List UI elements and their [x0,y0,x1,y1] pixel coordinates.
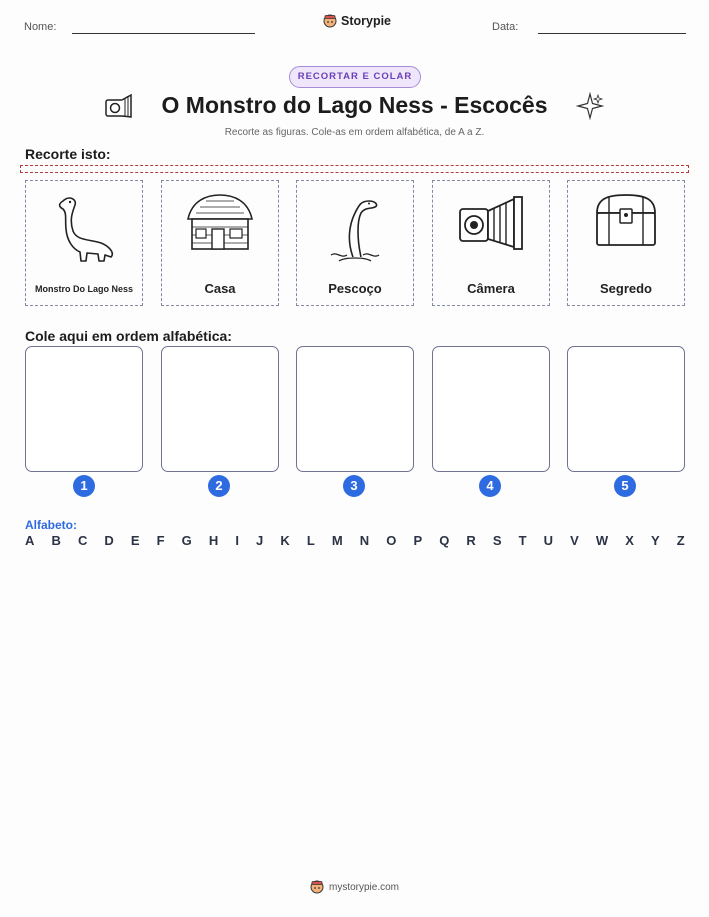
slot-number: 3 [343,475,365,497]
alphabet-label: Alfabeto: [25,518,77,532]
alphabet-letter: C [77,533,88,548]
cut-card-segredo[interactable] [567,180,685,306]
paste-slot-4[interactable] [432,346,550,472]
alphabet-letter: K [280,533,290,548]
alphabet-letter: D [104,533,114,548]
alphabet-letter: Y [650,533,660,548]
storypie-mascot-icon [323,14,337,28]
card-label: Câmera [467,281,515,296]
sparkle-icon [576,92,604,120]
activity-tag: RECORTAR E COLAR [289,66,421,88]
instructions: Recorte as figuras. Cole-as em ordem alfabética, de A a Z. [224,127,485,138]
alphabet-letter: P [413,533,423,548]
sea-serpent-icon [325,191,385,263]
date-line[interactable] [538,33,686,34]
alphabet-letter: F [156,533,165,548]
paste-slot-3[interactable] [296,346,414,472]
cut-line [20,165,689,173]
cut-card-pescoco[interactable] [296,180,414,306]
cut-heading: Recorte isto: [25,146,111,162]
card-label: Segredo [599,281,652,296]
alphabet-letter: G [181,533,192,548]
alphabet-letter: E [130,533,140,548]
name-line[interactable] [72,33,255,34]
card-label: Pescoço [328,281,382,296]
alphabet-letter: N [359,533,370,548]
page-title: O Monstro do Lago Ness - Escocês [161,92,548,118]
alphabet-letter: M [331,533,343,548]
alphabet-letter: Q [439,533,450,548]
alphabet-letter: B [51,533,61,548]
cut-card-camera[interactable] [432,180,550,306]
alphabet-letter: O [386,533,397,548]
alphabet-letter: A [25,533,35,548]
alphabet-letter: W [595,533,609,548]
alphabet-letter: T [518,533,527,548]
dinosaur-icon [49,191,119,263]
cottage-icon [182,191,258,253]
alphabet-letter: R [466,533,476,548]
alphabet-letter: S [492,533,502,548]
alphabet-letter: L [306,533,315,548]
alphabet-letter: H [208,533,219,548]
treasure-chest-icon [593,191,659,249]
alphabet-letter: I [235,533,239,548]
brand-name: Storypie [341,14,392,28]
cut-card-casa[interactable] [161,180,279,306]
paste-slot-2[interactable] [161,346,279,472]
cut-card-monstro[interactable] [25,180,143,306]
paste-heading: Cole aqui em ordem alfabética: [25,328,232,344]
slot-number: 4 [479,475,501,497]
brand-logo [323,14,391,28]
card-label: Casa [204,281,236,296]
camera-icon [456,191,526,255]
slot-number: 2 [208,475,230,497]
alphabet-row [25,533,685,548]
name-label: Nome: [24,21,57,33]
alphabet-letter: V [570,533,579,548]
date-label: Data: [492,21,519,33]
storypie-mascot-icon [310,880,324,894]
footer-site[interactable]: mystorypie.com [328,881,399,893]
alphabet-letter: U [543,533,554,548]
alphabet-letter: Z [676,533,685,548]
alphabet-letter: J [256,533,264,548]
slot-number: 1 [73,475,95,497]
slot-number: 5 [614,475,636,497]
footer [0,880,709,894]
paste-slot-5[interactable] [567,346,685,472]
card-label: Monstro Do Lago Ness [34,284,133,294]
paste-slot-1[interactable] [25,346,143,472]
alphabet-letter: X [625,533,634,548]
